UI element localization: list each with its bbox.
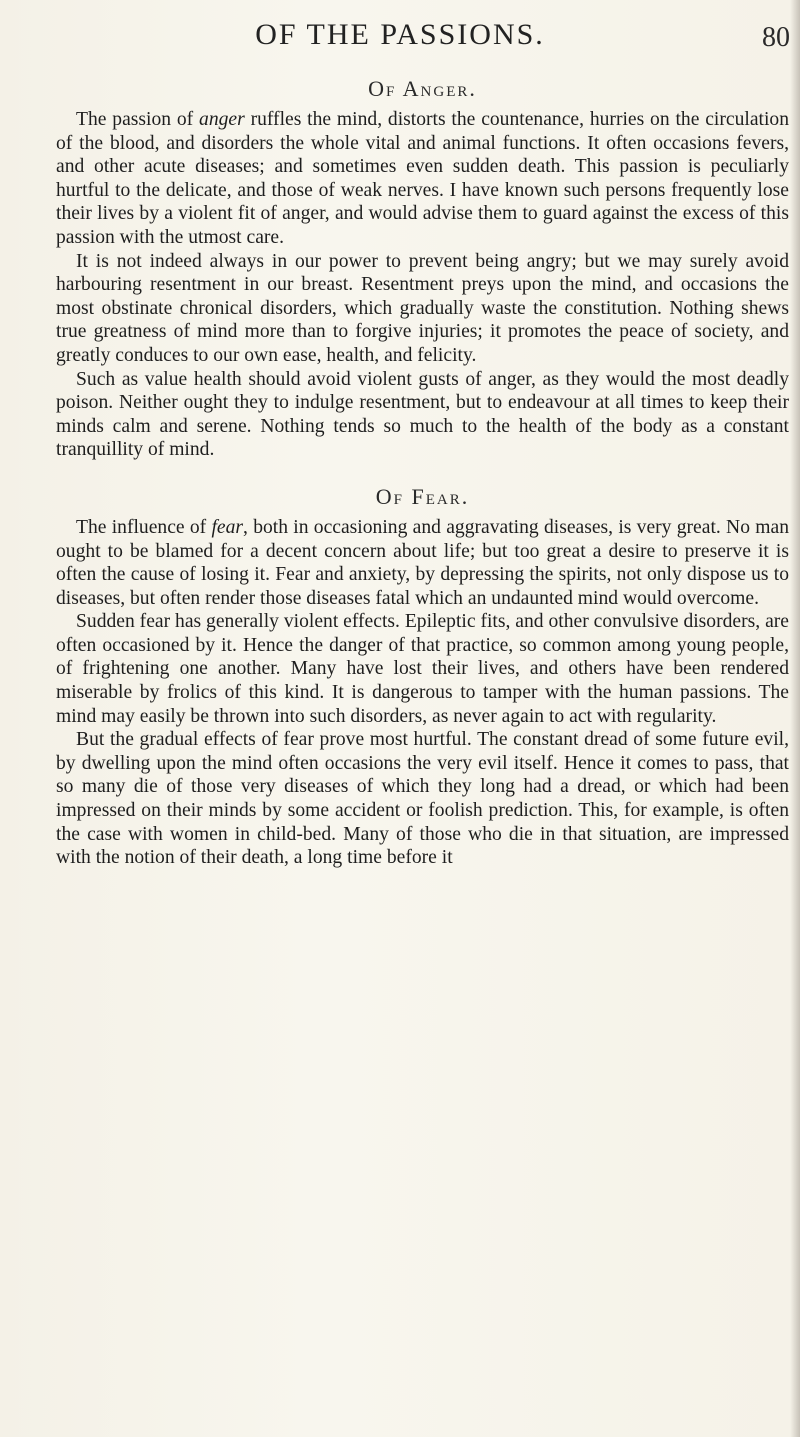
section-anger — [56, 76, 789, 462]
section-fear — [56, 484, 789, 870]
running-title: OF THE PASSIONS. — [255, 18, 545, 51]
paragraph-text: The influence of — [76, 516, 212, 538]
paragraph-text: The passion of — [76, 109, 200, 130]
paragraph-fear-3: But the gradual effects of fear prove most hurtful. The constant dread of some future evil, by dwelling upon the mind often occasions the very evil itself. Hence it comes to pass, that so many die of those very diseases of which they long had a dread, or which had been impressed on their minds by some accident or foolish prediction. This, for example, is often the case with women in child-bed. Many of those who die in that situation, are impressed with the notion of their death, a long time before it — [56, 729, 789, 869]
paragraph-fear-1 — [56, 516, 789, 610]
paragraph-anger-2: It is not indeed always in our power to prevent being angry; but we may surely avoid harbouring resentment in our breast. Resentment preys upon the mind, and occasions the most obstinate chronical disorders, which gradually waste the constitution. Nothing shews true greatness of mind more than to forgive injuries; it promotes the peace of society, and greatly conduces to our own ease, health, and felicity. — [56, 250, 789, 366]
section-heading-fear: Of Fear. — [375, 483, 470, 509]
page-body — [56, 72, 789, 870]
paragraph-anger-1 — [56, 108, 789, 250]
italic-term: fear — [211, 516, 244, 538]
section-heading-anger: Of Anger. — [368, 76, 477, 101]
paragraph-anger-3: Such as value health should avoid violent gusts of anger, as they would the most deadly poison. Neither ought they to indulge resentment, but to endeavour at all times to keep their minds calm and serene. Nothing tends so much to the health of the body as a constant tranquillity of mind. — [56, 368, 789, 461]
page-number: 80 — [762, 22, 790, 53]
page-edge-shadow — [790, 0, 800, 1437]
paragraph-text: , both in occasioning and aggravating diseases, is very great. No man ought to be blamed for a decent concern about life; but too great a desire to preserve it is often the cause of losing it. Fear and anxiety, by depressing the spirits, not only dispose us to diseases, but often render those diseases fatal which an undaunted mind would overcome. — [56, 516, 789, 609]
paragraph-fear-2: Sudden fear has generally violent effects. Epileptic fits, and other convulsive disorders, are often occasioned by it. Hence the danger of that practice, so common among young people, of frightening one another. Many have lost their lives, and others have been rendered miserable by frolics of this kind. It is dangerous to tamper with the human passions. The mind may easily be thrown into such disorders, as never again to act with regularity. — [56, 611, 789, 727]
paragraph-text: ruffles the mind, distorts the countenance, hurries on the circulation of the blood, and disorders the whole vital and animal functions. It often occasions fevers, and other acute diseases; and sometimes even sudden death. This passion is peculiarly hurtful to the delicate, and those of weak nerves. I have known such persons frequently lose their lives by a violent fit of anger, and would advise them to guard against the excess of this passion with the utmost care. — [56, 109, 789, 248]
italic-term: anger — [199, 109, 245, 130]
